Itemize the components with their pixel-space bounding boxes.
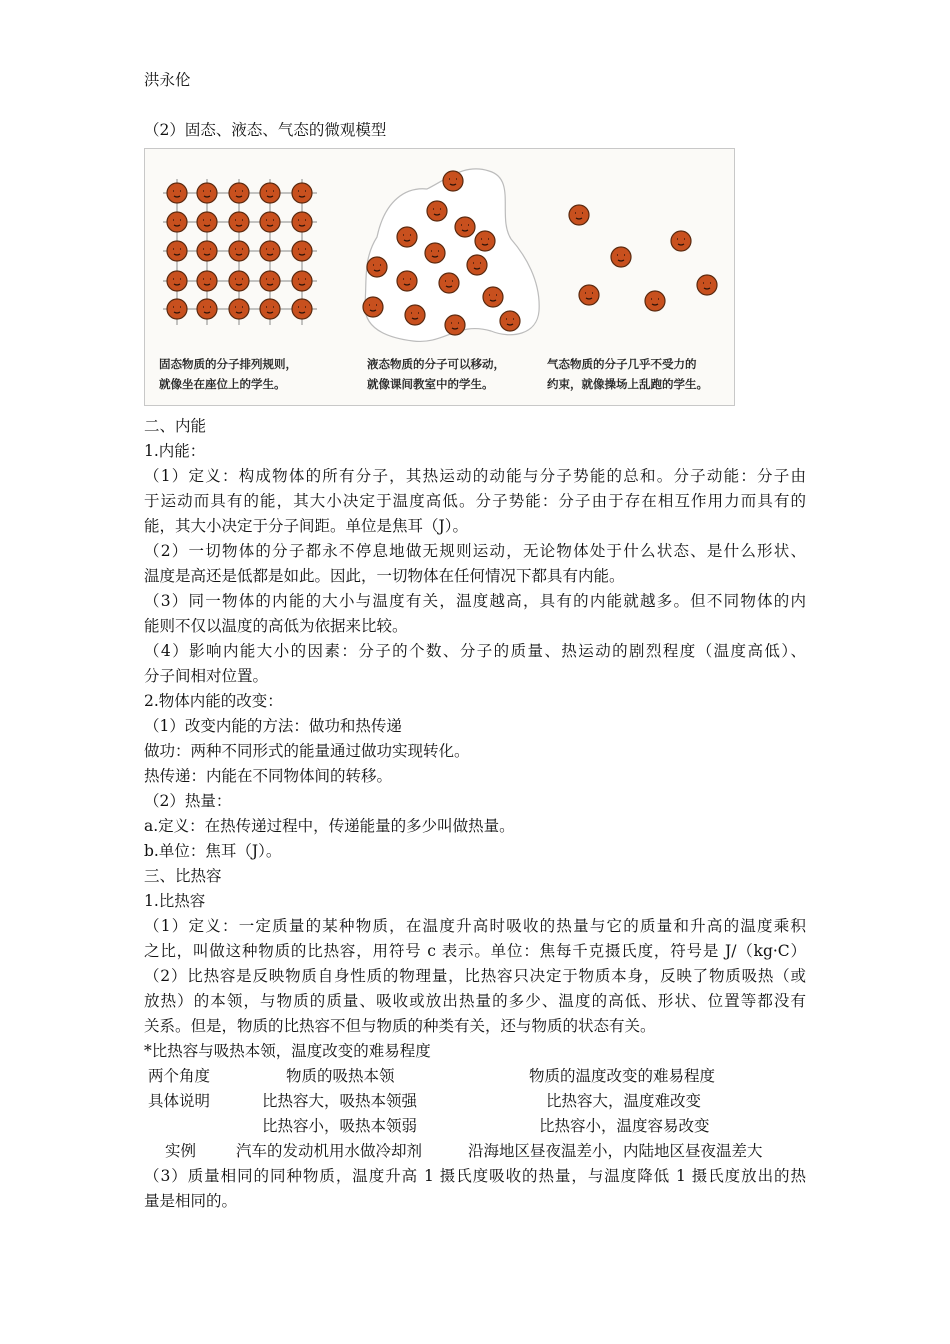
liquid-caption-line1: 液态物质的分子可以移动， [367,357,505,371]
sh-property-line2: 放热）的本领，与物质的质量、吸收或放出热量的多少、温度的高低、形状、位置等都没有 [144,992,806,1010]
molecule [367,257,387,277]
table-r2c1: 具体说明 [148,1092,211,1110]
molecule [229,241,249,261]
table-r4c2: 汽车的发动机用水做冷却剂 [236,1142,423,1160]
gas-caption-line2: 约束，就像操场上乱跑的学生。 [547,377,708,391]
molecular-model-figure [144,148,735,406]
molecule [167,212,187,232]
molecule [197,183,217,203]
molecule [439,273,459,293]
molecule [167,299,187,319]
molecule [671,231,691,251]
definition-line1: （1）定义：构成物体的所有分子，其热运动的动能与分子势能的总和。分子动能：分子由 [144,467,806,485]
molecule [405,305,425,325]
molecule [445,315,465,335]
molecule [229,271,249,291]
molecule [260,271,280,291]
molecule [260,183,280,203]
molecule [397,227,417,247]
molecule [425,243,445,263]
molecule [443,171,463,191]
molecule [229,299,249,319]
point2-line2: 温度是高还是低都是如此。因此，一切物体在任何情况下都具有内能。 [144,567,625,585]
section-internal-energy-title: 二、内能 [144,417,207,435]
work-definition: 做功：两种不同形式的能量通过做功实现转化。 [144,742,470,760]
molecule [229,212,249,232]
internal-energy-heading: 1.内能： [144,442,206,460]
table-r3c2: 比热容小，吸热本领弱 [262,1117,418,1135]
molecule [197,212,217,232]
molecule [260,299,280,319]
molecule [569,205,589,225]
specific-heat-heading: 1.比热容 [144,892,206,910]
heat-transfer-definition: 热传递：内能在不同物体间的转移。 [144,767,393,785]
molecule [167,271,187,291]
molecule [197,271,217,291]
solid-lattice [163,179,317,325]
molecule [292,299,312,319]
gas-caption-line1: 气态物质的分子几乎不受力的 [547,357,697,371]
table-r4c1: 实例 [165,1142,197,1160]
page-header-author: 洪永伦 [144,71,191,89]
table-r2c2: 比热容大，吸热本领强 [262,1092,418,1110]
molecule [363,297,383,317]
molecule [260,241,280,261]
table-r1c1: 两个角度 [148,1067,211,1085]
figure-subtitle: （2）固态、液态、气态的微观模型 [144,121,387,139]
molecule [483,287,503,307]
table-r1c3: 物质的温度改变的难易程度 [529,1067,716,1085]
molecule [197,241,217,261]
molecule [455,217,475,237]
molecule [475,231,495,251]
molecule [427,201,447,221]
solid-caption-line1: 固态物质的分子排列规则， [159,357,297,371]
sh-point3-line1: （3）质量相同的同种物质，温度升高 1 摄氏度吸收的热量，与温度降低 1 摄氏度放出的热 [144,1167,806,1185]
sh-definition-line1: （1）定义：一定质量的某种物质，在温度升高时吸收的热量与它的质量和升高的温度乘积 [144,917,806,935]
table-r2c3: 比热容大，温度难改变 [546,1092,702,1110]
gas-molecules [569,205,717,311]
sh-note: *比热容与吸热本领，温度改变的难易程度 [144,1042,431,1060]
table-r4c3: 沿海地区昼夜温差小，内陆地区昼夜温差大 [468,1142,763,1160]
liquid-caption-line2: 就像课间教室中的学生。 [367,377,494,391]
point3-line1: （3）同一物体的内能的大小与温度有关，温度越高，具有的内能就越多。但不同物体的内 [144,592,806,610]
molecule [500,311,520,331]
sh-definition-line2: 之比，叫做这种物质的比热容，用符号 c 表示。单位：焦每千克摄氏度，符号是 J/（kg·C） [144,942,806,960]
point2-line1: （2）一切物体的分子都永不停息地做无规则运动，无论物体处于什么状态、是什么形状、 [144,542,806,560]
table-r1c2: 物质的吸热本领 [286,1067,395,1085]
definition-line2: 于运动而具有的能，其大小决定于温度高低。分子势能：分子由于存在相互作用力而具有的 [144,492,806,510]
molecule [197,299,217,319]
molecule [229,183,249,203]
point3-line2: 能则不仅以温度的高低为依据来比较。 [144,617,408,635]
molecule [292,183,312,203]
heat-definition: a.定义：在热传递过程中，传递能量的多少叫做热量。 [144,817,515,835]
molecule [260,212,280,232]
point4-line1: （4）影响内能大小的因素：分子的个数、分子的质量、热运动的剧烈程度（温度高低）、 [144,642,806,660]
solid-caption-line2: 就像坐在座位上的学生。 [159,377,286,391]
table-r3c3: 比热容小，温度容易改变 [539,1117,710,1135]
molecule [467,255,487,275]
sh-property-line1: （2）比热容是反映物质自身性质的物理量，比热容只决定于物质本身，反映了物质吸热（或 [144,967,806,985]
heat-unit: b.单位：焦耳（J）。 [144,842,282,860]
sh-property-line3: 关系。但是，物质的比热容不但与物质的种类有关，还与物质的状态有关。 [144,1017,656,1035]
molecule [697,275,717,295]
molecule [292,271,312,291]
change-method: （1）改变内能的方法：做功和热传递 [144,717,402,735]
heat-heading: （2）热量： [144,792,232,810]
molecule [611,247,631,267]
change-heading: 2.物体内能的改变： [144,692,283,710]
molecule [397,271,417,291]
definition-line3: 能，其大小决定于分子间距。单位是焦耳（J）。 [144,517,468,535]
molecule [292,212,312,232]
molecule [645,291,665,311]
molecule [579,285,599,305]
molecule [292,241,312,261]
section-specific-heat-title: 三、比热容 [144,867,222,885]
molecule [167,241,187,261]
point4-line2: 分子间相对位置。 [144,667,269,685]
sh-point3-line2: 量是相同的。 [144,1192,238,1210]
molecule [167,183,187,203]
